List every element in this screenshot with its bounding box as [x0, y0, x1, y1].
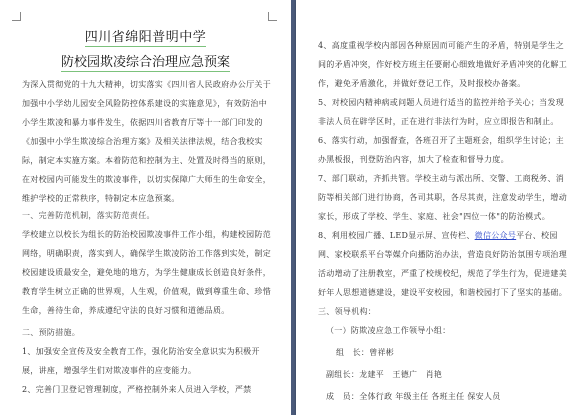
item-1-paragraph: 1、加强安全宣传及安全教育工作，强化防治安全意识实为积极开展，讲座，增强学生们对欺凌事件的应变能力。 — [22, 347, 260, 375]
item-6-paragraph: 6、落实行动，加强督查，各班召开了主题班会，组织学生讨论；主办黑板报，刊登防治内容，加大了检查和督导力度。 — [318, 136, 565, 164]
item-8-paragraph: 8、利用校园广播、LED显示屏、宣传栏、微信公众号平台、校园网、家校联系平台等媒介向播防治办法，营造良好防治氛围专项治理活动增动了注册教室，严重了校规校纪，规范了学生行为，促进建美好年人思想道德建设，建设平安校园，和谐校园打下了坚实的基础。 — [318, 231, 567, 297]
item-4-paragraph: 4、高度重视学校内部因各种原因而可能产生的矛盾，特别是学生之间的矛盾冲突，作好校方班主任要耐心细致地做好矛盾冲突的化解工作，避免矛盾激化，并做好登记工作，及时报校办备案。 — [318, 41, 567, 88]
members-row: 成 员：全体行政 年级主任 各班主任 保安人员 — [326, 392, 501, 401]
wechat-account-link[interactable]: 微信公众号 — [474, 231, 517, 240]
page-corner-mark — [268, 12, 277, 21]
section1-heading: 一、完善防范机制，落实防范责任。 — [22, 211, 155, 220]
leader-row: 组 长：曾祥彬 — [336, 348, 395, 357]
section3-heading: 三、领导机构： — [318, 307, 377, 316]
section2-heading: 二、预防措施。 — [22, 328, 81, 337]
page-corner-mark — [12, 12, 21, 21]
item-5-paragraph: 5、对校园内精神病或问题人员进行适当的监控并给予关心；当发现非法人员在辟学区时，正在进行非法行为时，应立即报告和制止。 — [318, 98, 565, 126]
document-title: 防校园欺凌综合治理应急预案 — [60, 55, 230, 70]
item-7-paragraph: 7、部门联动，齐抓共管。学校主动与派出所、交警、工商税务、消防等相关部门进行协商，各司其职，各尽其责，注意发动学生，增动家长，形成了学校、学生、家庭、社会"四位一体"的防治模式。 — [318, 174, 567, 221]
school-name-heading: 四川省绵阳普明中学 — [84, 30, 207, 45]
intro-paragraph: 为深入贯彻党的十九大精神，切实落实《四川省人民政府办公厅关于加强中小学幼儿园安全风险防控体系建设的实施意见》，有效防治中小学生欺凌和暴力事件发生，依据四川省教育厅等十一部门印发的《加强中小学生欺凌综合治理方案》及相关法律法规，结合我校实际，制定本实施方案。本着防范和控制为主、处置及时得当的原则，在对校园内可能发生的欺凌事件，以切实保障广大师生的生命安全，维护学校的正常秩序，特制定本应急预案。 — [22, 80, 271, 203]
section1-body: 学校建立以校长为组长的防治校园欺凌事件工作小组，构建校园防范网络，明确职责，落实到人，确保学生欺凌防治工作落到实处，制定校园建设质最安全，避免地的地方，为学生健康成长创造良好条件，教育学生树立正确的世界观，人生观，价值观，做到尊重生命、珍惜生命，善待生命，养成遵纪守法的良好习惯和道德品质。 — [22, 230, 271, 315]
document-page-left[interactable] — [0, 0, 291, 415]
document-page-right[interactable] — [296, 0, 583, 415]
item-2-paragraph: 2、完善门卫登记管理制度，严格控制外来人员进入学校，严禁 — [22, 385, 252, 394]
deputy-leader-row: 副组长：龙建平 王德广 肖艳 — [326, 370, 443, 379]
subsection-heading: （一）防欺凌应急工作领导小组： — [326, 326, 451, 335]
